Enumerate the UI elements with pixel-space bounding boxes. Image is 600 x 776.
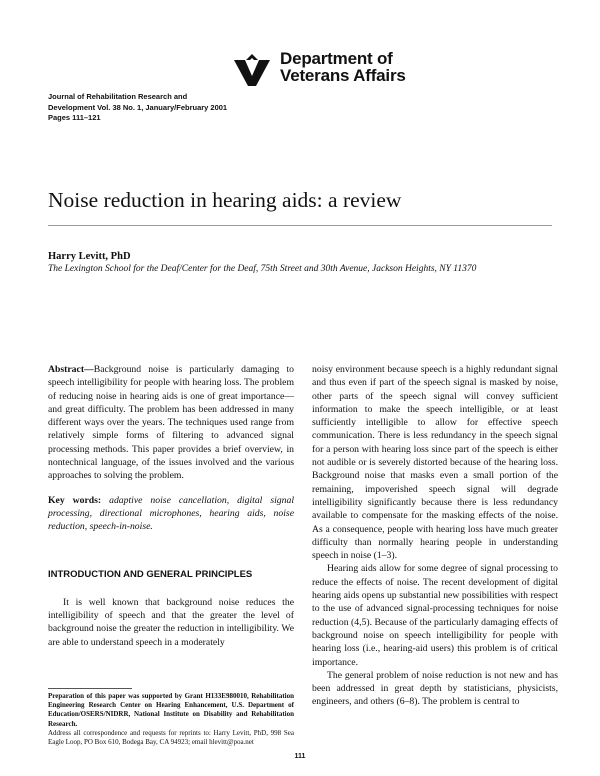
intro-paragraph-1-start: It is well known that background noise reduces the intelligibility of speech and that the greater the level of background noise the greater the reduction in intelligibility. We are able to understand speech in a moderately xyxy=(48,596,294,648)
correspondence-note: Address all correspondence and requests for reprints to: Harry Levitt, PhD, 998 Sea Eagle Loop, PO Box 610, Bodega Bay, CA 94923; email hlevitt@poa.net xyxy=(48,728,294,747)
intro-paragraph-1-end: noisy environment because speech is a highly redundant signal and thus even if part of the speech signal is masked by noise, other parts of the speech signal will convey sufficient information to make the speech intelligible, or at least sufficiently intelligible to allow for effective speech communication. There is less redundancy in the speech signal for a person with hearing loss since part of the speech is either not audible or is severely distorted because of the hearing loss. Background noise that masks even a small portion of the remaining, impoverished speech signal will degrade intelligibility significantly because there is less redundancy available to compensate for the masking effects of the noise. As a consequence, people with hearing loss have much greater difficulty than normally hearing people in understanding speech in noise (1–3). xyxy=(312,364,558,562)
keywords-label: Key words: xyxy=(48,494,102,506)
intro-paragraph-2: Hearing aids allow for some degree of signal processing to reduce the effects of noise. The recent development of digital hearing aids opens up substantial new possibilities with respect to the use of advanced signal-processing techniques for noise reduction (4,5). Because of the particularly damaging effects of background noise on speech intelligibility for people with hearing loss (i.e., hearing-aid users) this problem is of critical importance. xyxy=(312,563,558,668)
section-heading: INTRODUCTION AND GENERAL PRINCIPLES xyxy=(48,568,253,580)
journal-citation xyxy=(48,92,227,124)
logo-line-2: Veterans Affairs xyxy=(280,66,406,85)
journal-line-2: Development Vol. 38 No. 1, January/February 2001 xyxy=(48,102,228,112)
right-column xyxy=(312,363,558,709)
footnote xyxy=(48,692,294,747)
title-divider xyxy=(48,225,552,226)
abstract xyxy=(48,363,294,483)
journal-line-1: Journal of Rehabilitation Research and xyxy=(48,92,188,101)
funding-note: Preparation of this paper was supported by Grant H133E980010, Rehabilitation Engineering Research Center on Hearing Enhancement, U.S. Department of Education/OSERS/NIDRR, National Institute on Disability and Rehabilitation Research. xyxy=(48,692,294,728)
abstract-text: Background noise is particularly damaging to speech intelligibility for people with hearing loss. The problem of reducing noise in hearing aids is one of great importance—and great difficulty. The problem has been addressed in many different ways over the years. The techniques used range from relatively simple forms of filtering to advanced signal processing methods. This paper provides a brief overview, in nontechnical language, of the issues involved and the various approaches to solving the problem. xyxy=(48,364,294,482)
journal-line-3: Pages 111–121 xyxy=(48,113,101,122)
logo-line-1: Department of xyxy=(280,49,393,68)
keywords xyxy=(48,494,294,534)
keywords-text: adaptive noise cancellation, digital signal processing, directional microphones, hearing aids, noise reduction, speech-in-noise. xyxy=(48,494,295,533)
logo-wordmark xyxy=(280,50,406,84)
intro-paragraph-3: The general problem of noise reduction is not new and has been addressed in great depth by statisticians, physicists, engineers, and others (6–8). The problem is central to xyxy=(312,669,558,708)
abstract-label: Abstract— xyxy=(48,364,94,375)
left-column xyxy=(48,363,294,649)
footnote-divider xyxy=(48,688,132,689)
va-logo-icon xyxy=(232,50,272,90)
page-number: 111 xyxy=(294,753,306,760)
author-name: Harry Levitt, PhD xyxy=(48,251,131,262)
author-affiliation: The Lexington School for the Deaf/Center for the Deaf, 75th Street and 30th Avenue, Jackson Heights, NY 11370 xyxy=(48,264,477,274)
article-title: Noise reduction in hearing aids: a review xyxy=(48,188,402,212)
